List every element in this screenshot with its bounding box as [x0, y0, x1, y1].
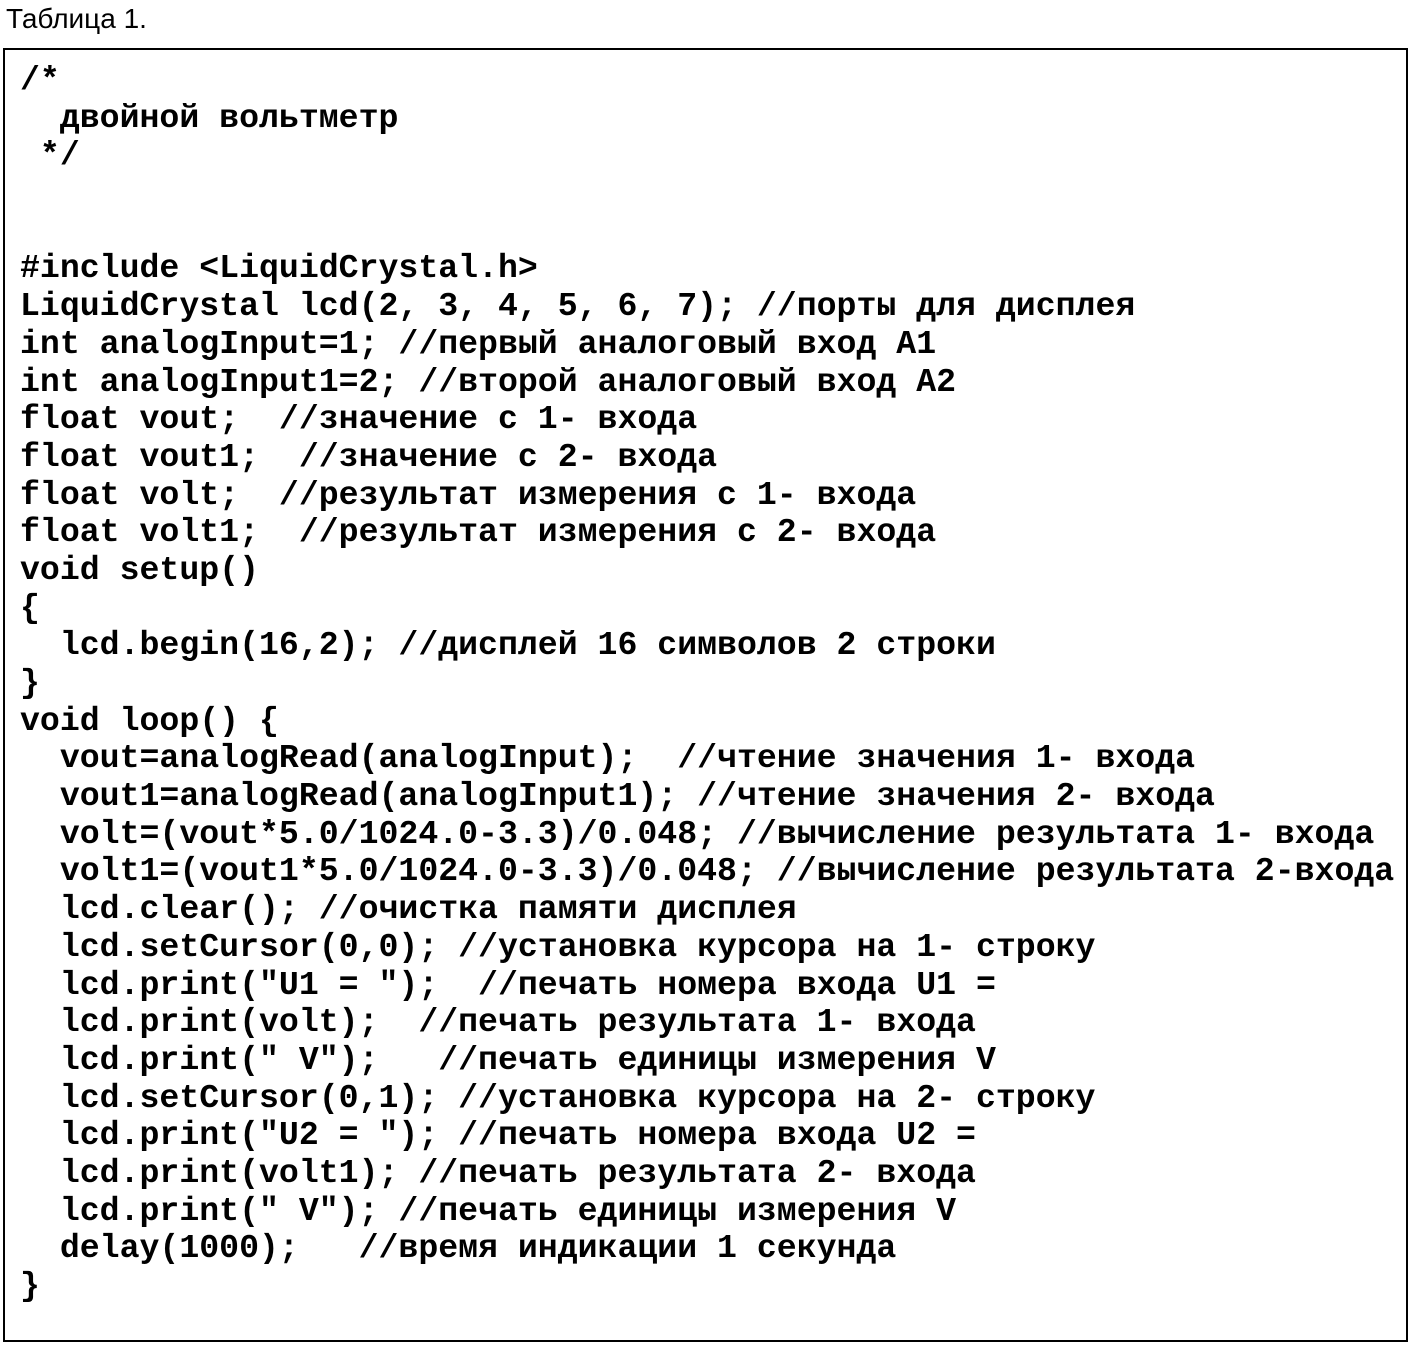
code-line: LiquidCrystal lcd(2, 3, 4, 5, 6, 7); //порты для дисплея: [20, 287, 1136, 326]
code-line: volt1=(vout1*5.0/1024.0-3.3)/0.048; //вычисление результата 2-входа: [20, 852, 1395, 891]
code-line: #include <LiquidCrystal.h>: [20, 249, 538, 288]
code-line: float volt1; //результат измерения с 2- входа: [20, 513, 937, 552]
table-caption: Таблица 1.: [6, 3, 147, 34]
code-line: /*: [20, 61, 60, 99]
code-line: lcd.begin(16,2); //дисплей 16 символов 2 строки: [20, 626, 996, 665]
code-line: int analogInput1=2; //второй аналоговый вход A2: [20, 362, 957, 401]
code-line: lcd.print(volt1); //печать результата 2- входа: [20, 1153, 976, 1192]
code-line: {: [20, 588, 40, 627]
code-line: vout=analogRead(analogInput); //чтение значения 1- входа: [20, 739, 1196, 778]
code-line: int analogInput=1; //первый аналоговый вход A1: [20, 324, 937, 363]
code-line: lcd.print("U1 = "); //печать номера входа U1 =: [20, 965, 996, 1004]
code-line: lcd.setCursor(0,1); //установка курсора на 2- строку: [20, 1078, 1096, 1117]
code-line: [20, 213, 1394, 251]
code-line: lcd.print(" V"); //печать единицы измерения V: [20, 1040, 996, 1079]
code-line: void setup(): [20, 550, 259, 589]
code-line: двойной вольтметр: [20, 98, 399, 137]
code-listing: [20, 62, 1394, 1306]
code-line: delay(1000); //время индикации 1 секунда: [20, 1229, 897, 1268]
code-line: void loop() {: [20, 701, 279, 740]
code-line: vout1=analogRead(analogInput1); //чтение значения 2- входа: [20, 777, 1215, 816]
code-line: lcd.print(volt); //печать результата 1- входа: [20, 1003, 976, 1042]
code-line: lcd.clear(); //очистка памяти дисплея: [20, 890, 797, 929]
code-line: */: [20, 136, 80, 175]
code-line: [20, 175, 1394, 213]
code-line: float vout1; //значение с 2- входа: [20, 437, 718, 476]
code-line: }: [20, 1267, 40, 1305]
code-line: float vout; //значение с 1- входа: [20, 400, 698, 439]
code-line: lcd.print(" V"); //печать единицы измерения V: [20, 1191, 957, 1230]
code-line: lcd.setCursor(0,0); //установка курсора на 1- строку: [20, 927, 1096, 966]
code-line: volt=(vout*5.0/1024.0-3.3)/0.048; //вычисление результата 1- входа: [20, 814, 1375, 853]
code-line: float volt; //результат измерения с 1- входа: [20, 475, 917, 514]
code-listing-box: [3, 48, 1408, 1342]
code-line: lcd.print("U2 = "); //печать номера входа U2 =: [20, 1116, 976, 1155]
code-line: }: [20, 664, 40, 702]
